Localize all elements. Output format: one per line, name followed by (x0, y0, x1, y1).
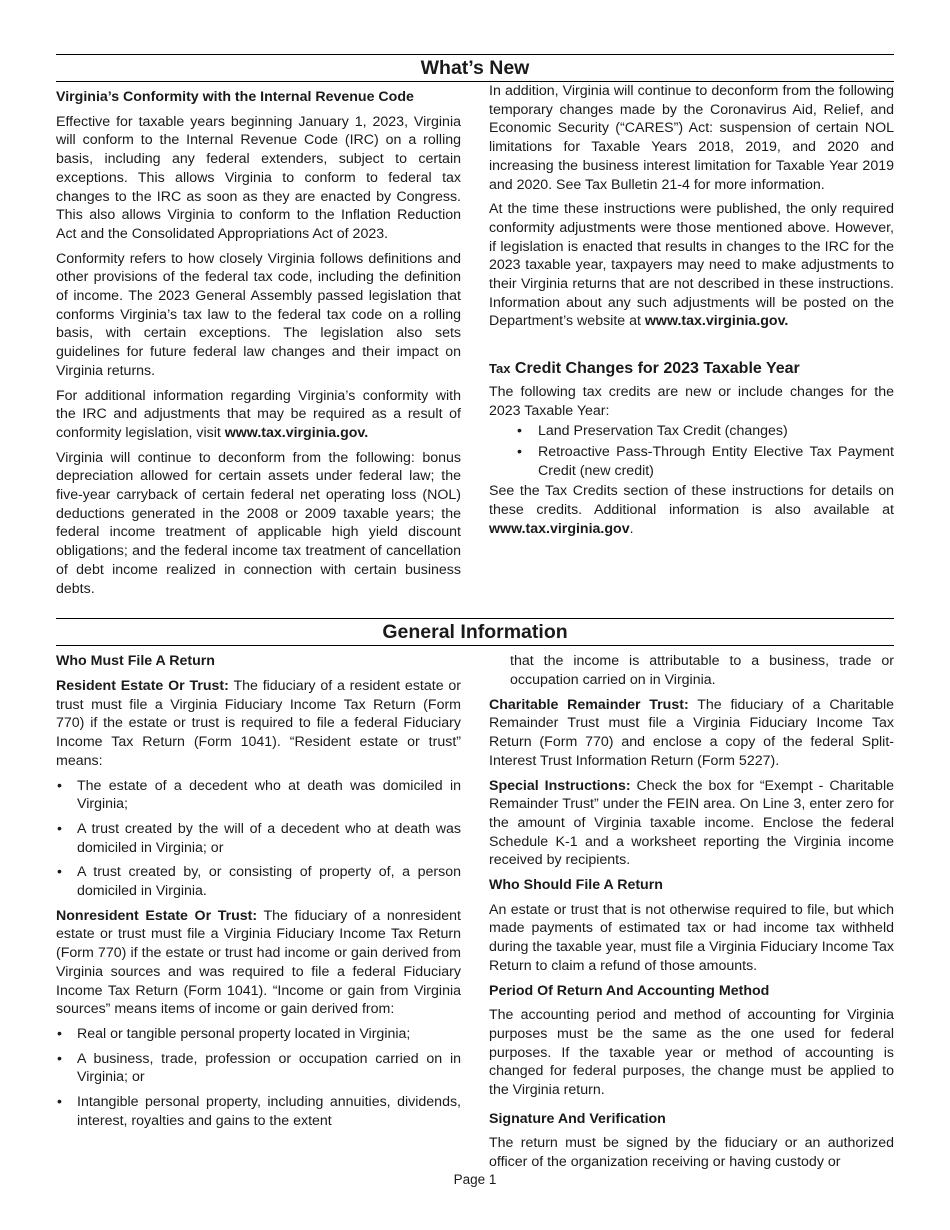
list-item-text: A trust created by the will of a decedent who at death was domiciled in Virginia; or (77, 820, 461, 856)
resident-list (56, 777, 461, 901)
period-of-return-paragraph: The accounting period and method of accounting for Virginia purposes must be the same as the one used for federal purposes. If the taxable year or method of accounting is changed for federal purposes, the change must be applied to the Virginia return. (489, 1007, 894, 1099)
who-should-file-paragraph: An estate or trust that is not otherwise required to file, but which made payments of estimated tax or had income tax withheld during the taxable year, must file a Virginia Fiduciary Income Tax Return to claim a refund of those amounts. (489, 901, 894, 974)
conformity-paragraph-1: Effective for taxable years beginning January 1, 2023, Virginia will conform to the Internal Revenue Code (IRC) on a rolling basis, including any federal extenders, subject to certain exceptions. This allows Virginia to conform to federal tax changes to the IRC as soon as they are enacted by Congress. This also allows Virginia to conform to the Inflation Reduction Act and the Consolidated Appropriations Act of 2023. (56, 113, 461, 242)
bullet-icon: • (517, 423, 522, 440)
list-item-text: Intangible personal property, including annuities, dividends, interest, royalties and gains to the extent (77, 1094, 461, 1129)
tax-website-link[interactable]: www.tax.virginia.gov. (644, 313, 789, 330)
tax-credit-changes-heading (489, 360, 894, 379)
deconform-paragraph: Virginia will continue to deconform from the following: bonus depreciation allowed for certain assets under federal law; the five-year carryback of certain federal net operating loss (NOL) deductions generated in the 2008 or 2009 taxable years; the federal income treatment of applicable high yield discount obligations; and the federal income tax treatment of cancellation of debt income realized in connection with certain business debts. (56, 449, 461, 597)
resident-text: The fiduciary of a resident estate or trust must file a Virginia Fiduciary Income Tax Return (Form 770) if the estate or trust is required to file a federal Fiduciary Income Tax Return (Form 1041). “Resident estate or trust” means: (56, 677, 461, 769)
conformity-heading: Virginia’s Conformity with the Internal Revenue Code (56, 89, 414, 105)
crt-text: The fiduciary of a Charitable Remainder Trust must file a Virginia Fiduciary Income Tax Return (Form 770) and enclose a copy of the federal Split-Interest Trust Information Return (Form 5227). (489, 696, 895, 769)
adjustments-paragraph-text: At the time these instructions were published, the only required conformity adjustments were those mentioned above. However, if legislation is enacted that results in changes to the IRC for the 2023 taxable year, taxpayers may need to make adjustments to their Virginia returns that are not described in these instructions. Information about any such adjustments will be posted on the Department’s website at (489, 201, 894, 330)
special-label: Special Instructions: (489, 777, 631, 794)
special-text: Check the box for “Exempt - Charitable Remainder Trust” under the FEIN area. On Line 3, enter zero for the amount of Virginia taxable income. Enclose the federal Schedule K-1 and a worksheet reporting the Virginia income received by recipients. (489, 777, 894, 869)
bullet-icon: • (517, 443, 522, 460)
list-item (56, 1093, 461, 1130)
who-should-file-heading: Who Should File A Return (489, 877, 663, 894)
tax-credits-details (489, 482, 894, 538)
bullet-icon: • (57, 1025, 62, 1042)
list-item (56, 863, 461, 900)
whats-new-columns (56, 83, 894, 604)
who-must-file-heading: Who Must File A Return (56, 653, 215, 670)
list-item-text: The estate of a decedent who at death was domiciled in Virginia; (77, 777, 461, 813)
whats-new-right-column (489, 82, 894, 604)
charitable-remainder-paragraph (489, 696, 894, 771)
heading-tax-word: Tax (489, 361, 511, 377)
nonresident-list (56, 1025, 461, 1131)
list-item (517, 443, 894, 480)
list-item (517, 422, 894, 441)
general-info-left-column (56, 652, 461, 1178)
bullet-icon: • (57, 1050, 62, 1067)
bullet-icon: • (57, 1094, 62, 1111)
crt-label: Charitable Remainder Trust: (489, 696, 689, 713)
list-item-text: A trust created by, or consisting of property of, a person domiciled in Virginia. (77, 864, 461, 900)
conformity-paragraph-3 (56, 387, 461, 443)
heading-rest: Credit Changes for 2023 Taxable Year (510, 360, 800, 378)
bullet-icon: • (57, 777, 62, 794)
tax-website-link[interactable]: www.tax.virginia.gov. (224, 424, 369, 441)
bullet-icon: • (57, 864, 62, 881)
signature-heading: Signature And Verification (489, 1110, 666, 1127)
list-item (56, 820, 461, 857)
conformity-paragraph-2: Conformity refers to how closely Virginia follows definitions and other provisions of the federal tax code, including the definition of income. The 2023 General Assembly passed legislation that conforms Virginia’s tax law to the federal tax code on a rolling basis, with certain exceptions. The legislation also sets guidelines for future federal law changes and their impact on Virginia returns. (56, 250, 461, 379)
list-item-text: A business, trade, profession or occupation carried on in Virginia; or (77, 1050, 461, 1086)
tax-credit-list (489, 422, 894, 480)
whats-new-left-column (56, 88, 461, 604)
whats-new-title: What’s New (56, 54, 894, 82)
list-item (56, 1025, 461, 1044)
tax-credits-details-text: See the Tax Credits section of these instructions for details on these credits. Additional information is also available at (489, 483, 894, 519)
nonresident-label: Nonresident Estate Or Trust: (56, 907, 258, 924)
resident-paragraph (56, 677, 461, 771)
nonresident-text: The fiduciary of a nonresident estate or trust must file a Virginia Fiduciary Income Tax Return (Form 770) if the estate or trust had income or gain derived from Virginia sources and was required to file a federal Fiduciary Income Tax Return (Form 1041). “Income or gain from Virginia sources” means items of income or gain derived from: (56, 907, 461, 1018)
adjustments-paragraph (489, 200, 894, 331)
list-item-text: Retroactive Pass-Through Entity Elective Tax Payment Credit (new credit) (538, 443, 894, 479)
list-item (56, 777, 461, 814)
page-number: Page 1 (453, 1172, 497, 1187)
nonresident-paragraph (56, 907, 461, 1019)
resident-label: Resident Estate Or Trust: (56, 677, 229, 694)
list-item-text: Real or tangible personal property located in Virginia; (77, 1025, 411, 1042)
conformity-paragraph-3-text: For additional information regarding Virginia’s conformity with the IRC and adjustments that may be required as a result of conformity legislation, visit (56, 387, 461, 441)
bullet-icon: • (57, 820, 62, 837)
tax-website-link[interactable]: www.tax.virginia.gov (489, 520, 630, 537)
general-info-columns (56, 652, 894, 1178)
list-item-text: Land Preservation Tax Credit (changes) (538, 423, 788, 440)
general-info-right-column (489, 652, 894, 1178)
signature-paragraph: The return must be signed by the fiduciary or an authorized officer of the organization receiving or having custody or (489, 1135, 894, 1171)
continuation-paragraph: that the income is attributable to a business, trade or occupation carried on in Virginia. (510, 653, 894, 688)
general-information-title: General Information (56, 618, 894, 646)
tax-credits-intro: The following tax credits are new or include changes for the 2023 Taxable Year: (489, 383, 894, 419)
period-of-return-heading: Period Of Return And Accounting Method (489, 982, 770, 999)
special-instructions-paragraph (489, 777, 894, 871)
period: . (629, 520, 634, 537)
document-page (56, 54, 894, 1178)
list-item (56, 1050, 461, 1087)
cares-paragraph: In addition, Virginia will continue to deconform from the following temporary changes made by the Coronavirus Aid, Relief, and Economic Security (“CARES”) Act: suspension of certain NOL limitations for Taxable Years 2018, 2019, and 2020 and increasing the business interest limitation for Taxable Year 2019 and 2020. See Tax Bulletin 21-4 for more information. (489, 83, 894, 193)
